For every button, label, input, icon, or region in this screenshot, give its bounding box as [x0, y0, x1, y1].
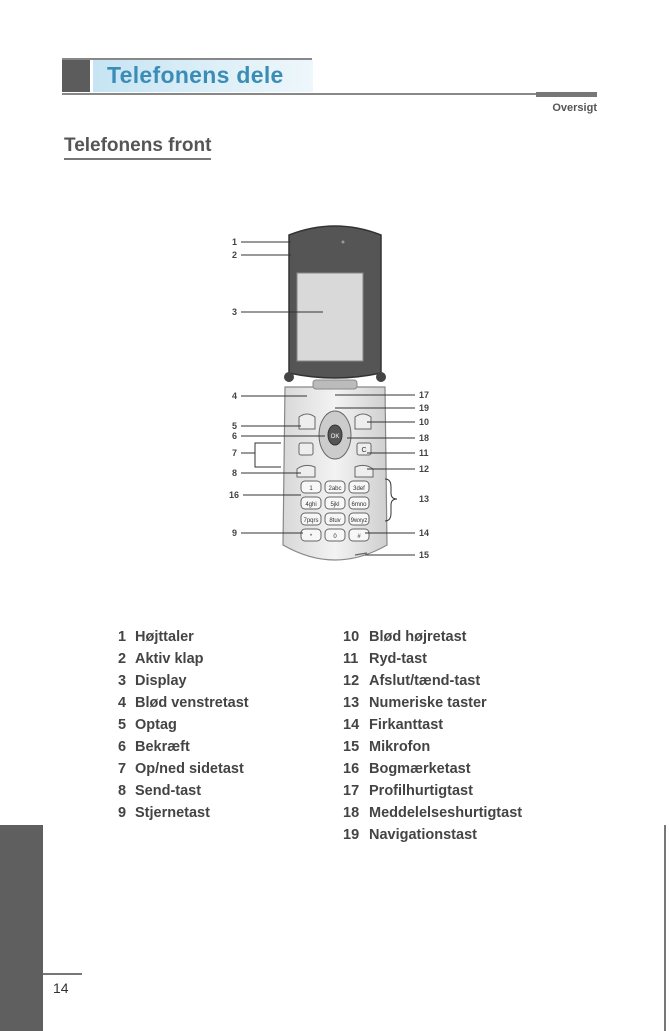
speaker-icon	[342, 241, 345, 244]
legend-label: Blød højretast	[369, 629, 467, 645]
legend-number: 1	[118, 629, 127, 645]
legend-number: 2	[118, 651, 127, 667]
key-0-label: 0	[333, 534, 337, 540]
send-key	[297, 465, 315, 477]
legend-left-column	[118, 626, 249, 824]
legend-number: 7	[118, 761, 127, 777]
legend-number: 5	[118, 717, 127, 733]
legend-number: 19	[343, 827, 360, 843]
legend-item	[118, 780, 249, 802]
legend-item	[118, 758, 249, 780]
legend-label: Profilhurtigtast	[369, 783, 473, 799]
legend-label: Optag	[135, 717, 177, 733]
hinge-bar	[313, 380, 357, 389]
callout-16: 16	[228, 490, 239, 500]
legend-label: Meddelelseshurtigtast	[369, 805, 523, 821]
legend-number: 16	[343, 761, 360, 777]
page-heading: Telefonens front	[64, 135, 211, 160]
legend-label: Navigationstast	[369, 827, 477, 843]
callout-6: 6	[231, 431, 237, 441]
legend-number: 3	[118, 673, 127, 689]
legend-label: Afslut/tænd-tast	[369, 673, 481, 689]
end-key	[355, 465, 373, 477]
legend-item	[118, 626, 249, 648]
callout-17: 17	[419, 390, 430, 400]
phone-display	[297, 273, 363, 361]
legend-number: 13	[343, 695, 360, 711]
legend-item	[118, 648, 249, 670]
legend-label: Aktiv klap	[135, 651, 204, 667]
phone-front-illustration	[215, 215, 455, 595]
callout-13: 13	[419, 494, 430, 504]
hinge-left	[284, 372, 294, 382]
legend-item	[118, 736, 249, 758]
section-label: Oversigt	[552, 102, 597, 114]
key-4-label: 4ghi	[305, 502, 317, 508]
page-number: 14	[53, 980, 69, 996]
callout-18: 18	[419, 433, 430, 443]
legend-number: 17	[343, 783, 360, 799]
legend-item	[118, 692, 249, 714]
callout-10: 10	[419, 417, 430, 427]
legend-label: Bogmærketast	[369, 761, 471, 777]
legend-item	[343, 626, 522, 648]
header-rule	[62, 93, 597, 95]
legend-label: Numeriske taster	[369, 695, 487, 711]
legend-item	[343, 692, 522, 714]
legend-item	[343, 714, 522, 736]
legend-number: 12	[343, 673, 360, 689]
legend-item	[343, 648, 522, 670]
legend-number: 10	[343, 629, 360, 645]
legend-item	[118, 670, 249, 692]
key-hash-label: #	[357, 534, 361, 540]
callout-3: 3	[231, 307, 237, 317]
key-star-label: *	[309, 534, 313, 540]
key-7-label: 7pqrs	[303, 518, 319, 524]
legend-number: 8	[118, 783, 127, 799]
legend-label: Bekræft	[135, 739, 190, 755]
phone-diagram	[215, 215, 455, 595]
clear-key-label: C	[361, 447, 367, 454]
legend-item	[343, 780, 522, 802]
key-8-label: 8tuv	[329, 518, 341, 524]
header-rule-accent	[536, 92, 597, 97]
callout-7: 7	[231, 448, 237, 458]
callout-5: 5	[231, 421, 237, 431]
legend-number: 14	[343, 717, 360, 733]
chapter-title: Telefonens dele	[107, 62, 284, 88]
legend-number: 9	[118, 805, 127, 821]
hinge-right	[376, 372, 386, 382]
callout-14: 14	[419, 528, 430, 538]
key-1-label: 1	[309, 486, 313, 492]
legend-right-column	[343, 626, 522, 846]
legend-number: 11	[343, 651, 359, 667]
header-marker-block	[62, 60, 90, 92]
left-soft-key	[299, 414, 315, 429]
legend-item	[118, 802, 249, 824]
callout-1: 1	[231, 237, 237, 247]
legend-label: Ryd-tast	[369, 651, 428, 667]
legend-label: Op/ned sidetast	[135, 761, 244, 777]
legend-item	[343, 736, 522, 758]
legend-item	[343, 670, 522, 692]
key-3-label: 3def	[353, 486, 365, 492]
legend-label: Blød venstretast	[135, 695, 249, 711]
callout-4: 4	[231, 391, 237, 401]
legend-label: Mikrofon	[369, 739, 431, 755]
callout-8: 8	[231, 468, 237, 478]
key-5-label: 5jkl	[330, 502, 340, 508]
legend-item	[343, 802, 522, 824]
callout-9: 9	[231, 528, 237, 538]
callout-19: 19	[419, 403, 430, 413]
key-6-label: 6mno	[351, 502, 367, 508]
legend-item	[343, 824, 522, 846]
callout-15: 15	[419, 550, 430, 560]
legend-number: 6	[118, 739, 127, 755]
callout-11: 11	[419, 448, 429, 458]
callout-2: 2	[231, 250, 237, 260]
legend-number: 4	[118, 695, 127, 711]
callout-12: 12	[419, 464, 430, 474]
chapter-side-tab	[0, 825, 43, 1031]
legend-number: 18	[343, 805, 360, 821]
legend-label: Send-tast	[135, 783, 202, 799]
legend-item	[118, 714, 249, 736]
legend-label: Display	[135, 673, 187, 689]
legend-label: Stjernetast	[135, 805, 210, 821]
ok-label: OK	[330, 434, 340, 440]
legend-item	[343, 758, 522, 780]
legend-label: Højttaler	[135, 629, 194, 645]
key-9-label: 9wxyz	[350, 518, 368, 524]
bookmark-key	[299, 443, 313, 455]
legend-number: 15	[343, 739, 360, 755]
page-number-rule	[43, 973, 82, 975]
page-edge-line	[664, 825, 666, 1031]
key-2-label: 2abc	[328, 486, 342, 492]
legend-label: Firkanttast	[369, 717, 444, 733]
